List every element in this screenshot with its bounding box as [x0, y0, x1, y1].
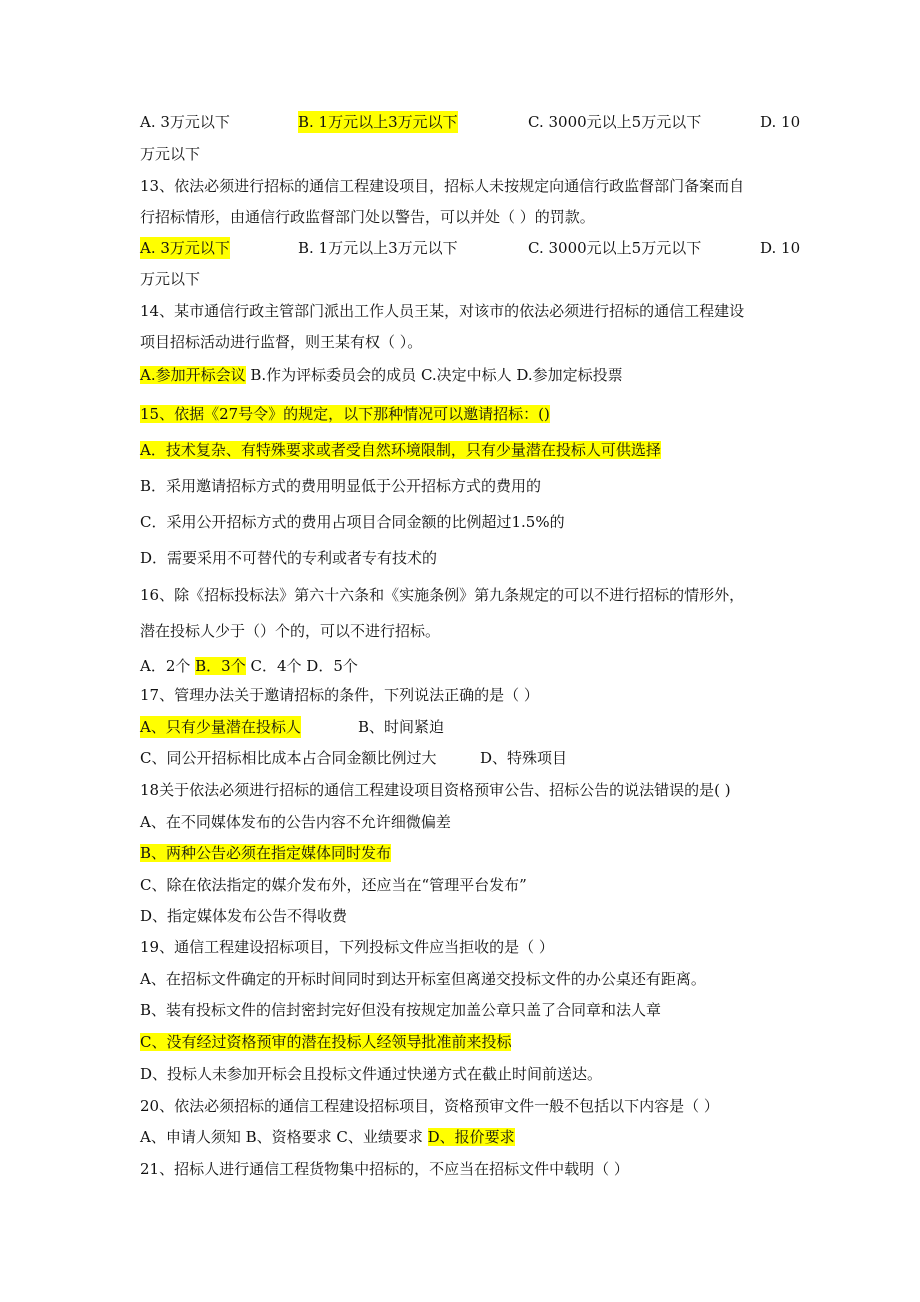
q13-option-d-wrap: 万元以下: [140, 270, 201, 288]
q12-option-b: B. 1万元以上3万元以下: [298, 113, 458, 131]
q16-stem-line1: 16、除《招标投标法》第六十六条和《实施条例》第九条规定的可以不进行招标的情形外，: [140, 586, 745, 604]
q12-option-d-wrap: 万元以下: [140, 145, 201, 163]
q17-option-c: C、同公开招标相比成本占合同金额比例过大: [140, 749, 437, 767]
q16-options-row: [140, 655, 358, 677]
q15-option-d: D．需要采用不可替代的专利或者专有技术的: [140, 549, 438, 567]
q15-stem: 15、依据《27号令》的规定，以下那种情况可以邀请招标：(): [140, 405, 550, 423]
q15-option-b: B．采用邀请招标方式的费用明显低于公开招标方式的费用的: [140, 477, 542, 495]
q12-option-d: D. 10: [760, 113, 801, 131]
q18-option-b: B、两种公告必须在指定媒体同时发布: [140, 844, 392, 862]
q20-options-abc: A、申请人须知 B、资格要求 C、业绩要求: [140, 1128, 428, 1146]
q17-stem: 17、管理办法关于邀请招标的条件，下列说法正确的是（ ）: [140, 686, 539, 704]
q19-option-d: D、投标人未参加开标会且投标文件通过快递方式在截止时间前送达。: [140, 1065, 603, 1083]
q14-other-options: B.作为评标委员会的成员 C.决定中标人 D.参加定标投票: [245, 366, 623, 384]
q14-options-row: [140, 364, 623, 386]
q18-option-a: A、在不同媒体发布的公告内容不允许细微偏差: [140, 813, 451, 831]
q13-stem-line2: 行招标情形，由通信行政监督部门处以警告，可以并处（ ）的罚款。: [140, 208, 595, 226]
q20-stem: 20、依法必须招标的通信工程建设招标项目，资格预审文件一般不包括以下内容是（ ）: [140, 1097, 719, 1115]
q20-option-d: D、报价要求: [427, 1128, 515, 1146]
q20-options-row: [140, 1126, 515, 1148]
q16-stem-line2: 潜在投标人少于（）个的，可以不进行招标。: [140, 622, 441, 640]
q19-option-a: A、在招标文件确定的开标时间同时到达开标室但离递交投标文件的办公桌还有距离。: [140, 970, 706, 988]
q18-option-b-row: [140, 842, 391, 864]
q14-option-a: A.参加开标会议: [140, 366, 246, 384]
q12-option-c: C. 3000元以上5万元以下: [528, 113, 702, 131]
q18-option-d: D、指定媒体发布公告不得收费: [140, 907, 348, 925]
q13-option-b: B. 1万元以上3万元以下: [298, 239, 458, 257]
q13-option-d: D. 10: [760, 239, 801, 257]
q15-option-a: A．技术复杂、有特殊要求或者受自然环境限制，只有少量潜在投标人可供选择: [140, 441, 661, 459]
q19-option-b: B、装有投标文件的信封密封完好但没有按规定加盖公章只盖了合同章和法人章: [140, 1001, 662, 1019]
q17-option-a: A、只有少量潜在投标人: [140, 718, 301, 736]
q19-option-c-row: [140, 1031, 511, 1053]
q14-stem-line2: 项目招标活动进行监督，则王某有权（ ）。: [140, 333, 423, 351]
q21-stem: 21、招标人进行通信工程货物集中招标的，不应当在招标文件中载明（ ）: [140, 1160, 629, 1178]
q18-stem: 18关于依法必须进行招标的通信工程建设项目资格预审公告、招标公告的说法错误的是( ): [140, 781, 731, 799]
q19-stem: 19、通信工程建设招标项目，下列投标文件应当拒收的是（ ）: [140, 938, 554, 956]
q17-option-d: D、特殊项目: [480, 749, 568, 767]
q15-option-a-row: [140, 439, 661, 461]
q15-option-c: C．采用公开招标方式的费用占项目合同金额的比例超过1.5%的: [140, 513, 565, 531]
q12-option-a: A. 3万元以下: [140, 113, 230, 131]
q16-option-a: A．2个: [140, 657, 196, 675]
q18-option-c: C、除在依法指定的媒介发布外，还应当在“管理平台发布”: [140, 876, 527, 894]
q13-stem-line1: 13、依法必须进行招标的通信工程建设项目，招标人未按规定向通信行政监督部门备案而自: [140, 177, 745, 195]
q16-other-options: C．4个 D．5个: [245, 657, 358, 675]
q19-option-c: C、没有经过资格预审的潜在投标人经领导批准前来投标: [140, 1033, 512, 1051]
q17-option-b: B、时间紧迫: [358, 718, 445, 736]
q15-stem-row: [140, 403, 550, 425]
q16-option-b: B．3个: [195, 657, 246, 675]
q13-option-c: C. 3000元以上5万元以下: [528, 239, 702, 257]
q13-option-a: A. 3万元以下: [140, 239, 230, 257]
q14-stem-line1: 14、某市通信行政主管部门派出工作人员王某，对该市的依法必须进行招标的通信工程建设: [140, 302, 745, 320]
